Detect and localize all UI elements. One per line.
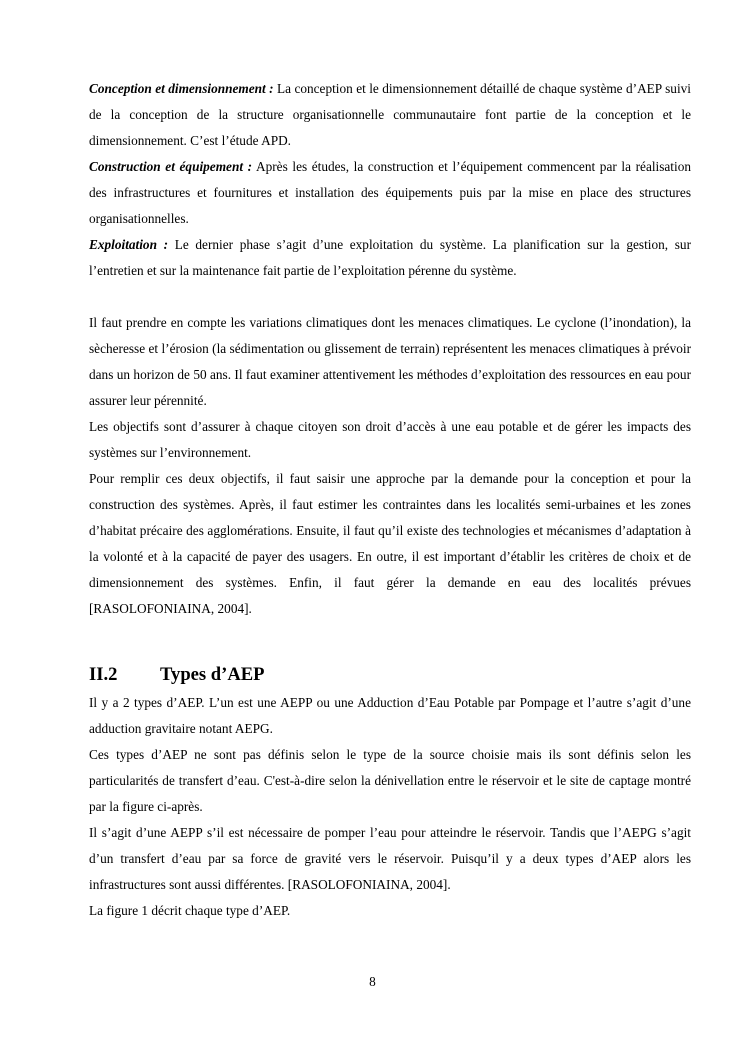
definition-text: Après les études, la construction et l’équipement commencent par la réalisation des infrastructures et fournitures et installation des équipements puis par la mise en place des structures organisationnelles.: [89, 159, 691, 226]
definition-term: Exploitation :: [89, 237, 169, 252]
paragraph-types-definition: Ces types d’AEP ne sont pas définis selon le type de la source choisie mais ils sont définis selon les particularités de transfert d’eau. C'est-à-dire selon la dénivellation entre le réservoir et le site de captage montré par la figure ci-après.: [89, 747, 691, 814]
definition-conception: [89, 76, 691, 154]
section-heading: [89, 662, 691, 688]
page-number: 8: [369, 974, 376, 989]
definition-text: La conception et le dimensionnement détaillé de chaque système d’AEP suivi de la conception de la structure organisationnelle communautaire font partie de la conception et le dimensionnement. C’est l’étude APD.: [89, 81, 691, 148]
definition-term: Construction et équipement :: [89, 159, 253, 174]
definition-term: Conception et dimensionnement :: [89, 81, 274, 96]
section-title: Types d’AEP: [160, 664, 265, 685]
paragraph-objectives: Les objectifs sont d’assurer à chaque citoyen son droit d’accès à une eau potable et de gérer les impacts des systèmes sur l’environnement.: [89, 419, 691, 460]
spacer: [89, 622, 691, 662]
paragraph-climate: Il faut prendre en compte les variations climatiques dont les menaces climatiques. Le cyclone (l’inondation), la sècheresse et l’érosion (la sédimentation ou glissement de terrain) représentent les menaces climatiques à prévoir dans un horizon de 50 ans. Il faut examiner attentivement les méthodes d’exploitation des ressources en eau pour assurer leur pérennité.: [89, 315, 691, 408]
paragraph-aepp-aepg: Il s’agit d’une AEPP s’il est nécessaire de pomper l’eau pour atteindre le réservoir. Tandis que l’AEPG s’agit d’un transfert d’eau par sa force de gravité vers le réservoir. Puisqu’il y a deux types d’AEP alors les infrastructures sont aussi différentes. [RASOLOFONIAINA, 2004].: [89, 825, 691, 892]
paragraph-types-intro: Il y a 2 types d’AEP. L’un est une AEPP ou une Adduction d’Eau Potable par Pompage et l’autre s’agit d’une adduction gravitaire notant AEPG.: [89, 695, 691, 736]
paragraph-approach: Pour remplir ces deux objectifs, il faut saisir une approche par la demande pour la conception et pour la construction des systèmes. Après, il faut estimer les contraintes dans les localités semi-urbaines et les zones d’habitat précaire des agglomérations. Ensuite, il faut qu’il existe des technologies et mécanismes d’adaptation à la volonté et à la capacité de payer des usagers. En outre, il est important d’établir les critères de choix et de dimensionnement des systèmes. Enfin, il faut gérer la demande en eau des localités prévues [RASOLOFONIAINA, 2004].: [89, 471, 691, 616]
spacer: [89, 284, 691, 310]
definition-text: Le dernier phase s’agit d’une exploitation du système. La planification sur la gestion, sur l’entretien et sur la maintenance fait partie de l’exploitation pérenne du système.: [89, 237, 691, 278]
paragraph-figure-ref: La figure 1 décrit chaque type d’AEP.: [89, 903, 291, 918]
definition-exploitation: [89, 232, 691, 284]
page-body: [89, 76, 691, 924]
section-number: II.2: [89, 664, 118, 685]
definition-construction: [89, 154, 691, 232]
